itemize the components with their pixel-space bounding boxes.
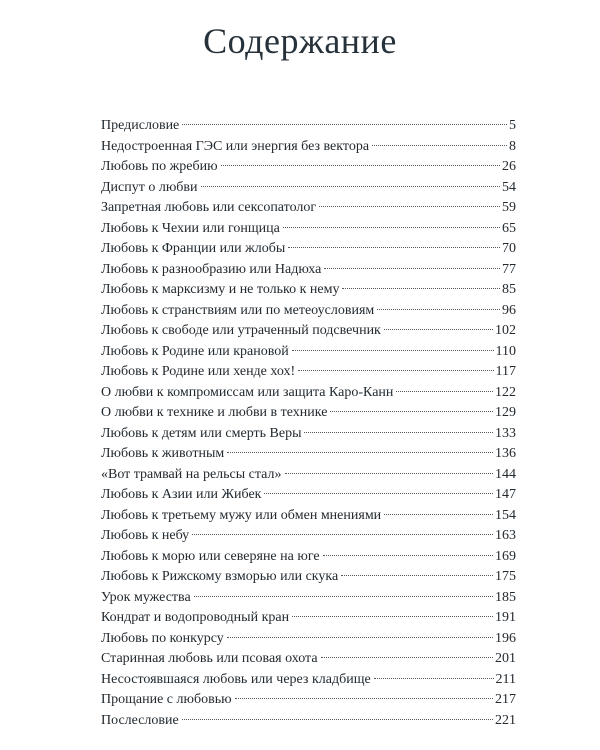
dot-leader <box>288 247 500 248</box>
toc-entry-page-number: 122 <box>494 383 516 404</box>
toc-entry-title: Недостроенная ГЭС или энергия без вектора <box>101 137 371 158</box>
toc-entry-page-number: 201 <box>494 649 516 670</box>
toc-entry-title: О любви к технике и любви в технике <box>101 403 329 424</box>
toc-entry-title: Запретная любовь или сексопатолог <box>101 198 318 219</box>
dot-leader <box>227 452 493 453</box>
toc-entry-page-number: 154 <box>494 506 516 527</box>
toc-entry-title: Прощание с любовью <box>101 690 234 711</box>
dot-leader <box>342 288 500 289</box>
toc-entry <box>101 219 516 240</box>
dot-leader <box>194 596 493 597</box>
toc-entry-page-number: 59 <box>501 198 516 219</box>
dot-leader <box>384 329 493 330</box>
dot-leader <box>323 555 493 556</box>
toc-entry-page-number: 102 <box>494 321 516 342</box>
toc-entry-title: Старинная любовь или псовая охота <box>101 649 320 670</box>
toc-entry-page-number: 185 <box>494 588 516 609</box>
toc-entry-page-number: 8 <box>508 137 516 158</box>
toc-entry <box>101 506 516 527</box>
toc-entry <box>101 526 516 547</box>
toc-entry-title: «Вот трамвай на рельсы стал» <box>101 465 284 486</box>
dot-leader <box>227 637 493 638</box>
toc-entry-page-number: 147 <box>494 485 516 506</box>
dot-leader <box>330 411 493 412</box>
toc-entry-title: Любовь к небу <box>101 526 191 547</box>
toc-entry-title: Несостоявшаяся любовь или через кладбище <box>101 670 373 691</box>
toc-entry <box>101 629 516 650</box>
dot-leader <box>384 514 493 515</box>
toc-entry-title: Любовь к Родине или крановой <box>101 342 291 363</box>
dot-leader <box>304 432 493 433</box>
toc-entry-page-number: 110 <box>495 342 516 363</box>
toc-entry-page-number: 191 <box>494 608 516 629</box>
dot-leader <box>182 124 507 125</box>
dot-leader <box>396 391 493 392</box>
dot-leader <box>341 575 493 576</box>
toc-entry-page-number: 196 <box>494 629 516 650</box>
toc-entry-page-number: 144 <box>494 465 516 486</box>
dot-leader <box>235 698 493 699</box>
toc-entry <box>101 137 516 158</box>
toc-entry <box>101 178 516 199</box>
toc-entry-title: Любовь к Родине или хенде хох! <box>101 362 297 383</box>
toc-entry <box>101 424 516 445</box>
toc-entry-title: Любовь к Франции или жлобы <box>101 239 287 260</box>
dot-leader <box>221 165 500 166</box>
toc-entry-page-number: 163 <box>494 526 516 547</box>
toc-entry-title: Любовь к свободе или утраченный подсвечник <box>101 321 383 342</box>
toc-entry <box>101 342 516 363</box>
toc-entry-page-number: 5 <box>508 116 516 137</box>
toc-entry-title: Любовь к морю или северяне на юге <box>101 547 322 568</box>
toc-entry-title: О любви к компромиссам или защита Каро-Канн <box>101 383 395 404</box>
toc-entry <box>101 116 516 137</box>
page-title: Содержание <box>203 21 397 61</box>
toc-entry <box>101 444 516 465</box>
toc-entry <box>101 465 516 486</box>
dot-leader <box>374 678 494 679</box>
toc-entry-title: Диспут о любви <box>101 178 200 199</box>
toc-entry-page-number: 169 <box>494 547 516 568</box>
toc-entry <box>101 321 516 342</box>
toc-entry <box>101 670 516 691</box>
dot-leader <box>377 309 500 310</box>
toc-entry-page-number: 175 <box>494 567 516 588</box>
toc-entry <box>101 301 516 322</box>
toc-entry-title: Любовь по конкурсу <box>101 629 226 650</box>
toc-entry <box>101 547 516 568</box>
dot-leader <box>285 473 493 474</box>
toc-entry <box>101 690 516 711</box>
toc-entry-title: Любовь к детям или смерть Веры <box>101 424 303 445</box>
toc-entry-page-number: 85 <box>501 280 516 301</box>
dot-leader <box>264 493 493 494</box>
toc-entry <box>101 711 516 732</box>
dot-leader <box>372 145 507 146</box>
dot-leader <box>324 268 500 269</box>
dot-leader <box>319 206 500 207</box>
dot-leader <box>283 227 500 228</box>
toc-entry-page-number: 26 <box>501 157 516 178</box>
toc-entry-title: Любовь к Азии или Жибек <box>101 485 263 506</box>
toc-entry-title: Любовь к Рижскому взморью или скука <box>101 567 340 588</box>
toc-entry-page-number: 221 <box>494 711 516 732</box>
toc-entry-page-number: 117 <box>495 362 516 383</box>
toc-entry-page-number: 54 <box>501 178 516 199</box>
toc-entry-page-number: 136 <box>494 444 516 465</box>
dot-leader <box>201 186 500 187</box>
toc-entry <box>101 260 516 281</box>
toc-entry-title: Любовь к марксизму и не только к нему <box>101 280 341 301</box>
toc-entry <box>101 383 516 404</box>
dot-leader <box>321 657 493 658</box>
toc-entry <box>101 608 516 629</box>
toc-entry <box>101 567 516 588</box>
dot-leader <box>182 719 493 720</box>
toc-entry-title: Послесловие <box>101 711 181 732</box>
toc-entry <box>101 280 516 301</box>
toc-entry-title: Любовь к животным <box>101 444 226 465</box>
toc-entry-page-number: 129 <box>494 403 516 424</box>
toc-entry <box>101 485 516 506</box>
toc-entry-page-number: 96 <box>501 301 516 322</box>
toc-entry <box>101 588 516 609</box>
toc-entry <box>101 403 516 424</box>
toc-entry-page-number: 211 <box>495 670 516 691</box>
toc-entry-page-number: 217 <box>494 690 516 711</box>
dot-leader <box>292 350 494 351</box>
toc-entry-title: Урок мужества <box>101 588 193 609</box>
toc-entry-page-number: 133 <box>494 424 516 445</box>
toc-entry <box>101 362 516 383</box>
dot-leader <box>192 534 493 535</box>
toc-entry-page-number: 65 <box>501 219 516 240</box>
toc-entry <box>101 198 516 219</box>
toc-entry <box>101 239 516 260</box>
toc-entry <box>101 649 516 670</box>
table-of-contents <box>101 116 516 731</box>
toc-entry-page-number: 70 <box>501 239 516 260</box>
toc-entry-title: Любовь к Чехии или гонщица <box>101 219 282 240</box>
toc-entry-title: Любовь к странствиям или по метеоусловиям <box>101 301 376 322</box>
toc-entry-title: Кондрат и водопроводный кран <box>101 608 291 629</box>
toc-entry-title: Любовь по жребию <box>101 157 220 178</box>
dot-leader <box>298 370 493 371</box>
dot-leader <box>292 616 493 617</box>
toc-entry-title: Любовь к третьему мужу или обмен мнениями <box>101 506 383 527</box>
toc-entry-title: Любовь к разнообразию или Надюха <box>101 260 323 281</box>
toc-entry-title: Предисловие <box>101 116 181 137</box>
toc-entry <box>101 157 516 178</box>
toc-entry-page-number: 77 <box>501 260 516 281</box>
